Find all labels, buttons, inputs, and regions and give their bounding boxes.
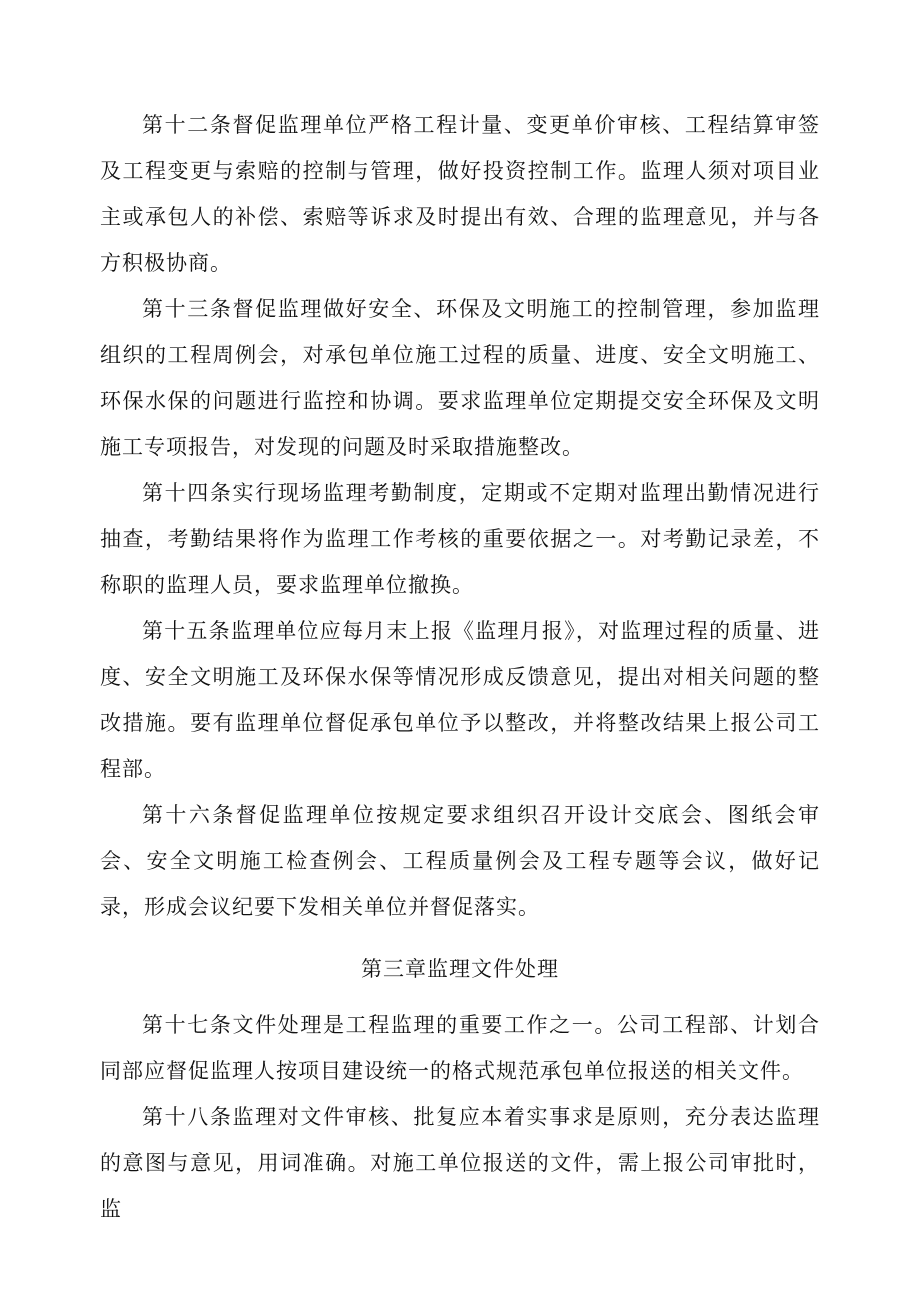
- article-14: 第十四条实行现场监理考勤制度，定期或不定期对监理出勤情况进行抽查，考勤结果将作为监理工作考核的重要依据之一。对考勤记录差，不称职的监理人员，要求监理单位撤换。: [100, 481, 820, 597]
- article-15: 第十五条监理单位应每月末上报《监理月报》，对监理过程的质量、进度、安全文明施工及环保水保等情况形成反馈意见，提出对相关问题的整改措施。要有监理单位督促承包单位予以整改，并将整改结果上报公司工程部。: [100, 619, 820, 781]
- article-13: 第十三条督促监理做好安全、环保及文明施工的控制管理，参加监理组织的工程周例会，对承包单位施工过程的质量、进度、安全文明施工、环保水保的问题进行监控和协调。要求监理单位定期提交安全环保及文明施工专项报告，对发现的问题及时采取措施整改。: [100, 297, 820, 459]
- article-12: 第十二条督促监理单位严格工程计量、变更单价审核、工程结算审签及工程变更与索赔的控制与管理，做好投资控制工作。监理人须对项目业主或承包人的补偿、索赔等诉求及时提出有效、合理的监理意见，并与各方积极协商。: [100, 113, 820, 275]
- article-17: 第十七条文件处理是工程监理的重要工作之一。公司工程部、计划合同部应督促监理人按项目建设统一的格式规范承包单位报送的相关文件。: [100, 1013, 820, 1083]
- article-16: 第十六条督促监理单位按规定要求组织召开设计交底会、图纸会审会、安全文明施工检查例会、工程质量例会及工程专题等会议，做好记录，形成会议纪要下发相关单位并督促落实。: [100, 803, 820, 919]
- document-body: [100, 102, 820, 1232]
- article-18: 第十八条监理对文件审核、批复应本着实事求是原则，充分表达监理的意图与意见，用词准确。对施工单位报送的文件，需上报公司审批时，监: [100, 1105, 820, 1221]
- chapter-heading: 第三章监理文件处理: [361, 957, 559, 981]
